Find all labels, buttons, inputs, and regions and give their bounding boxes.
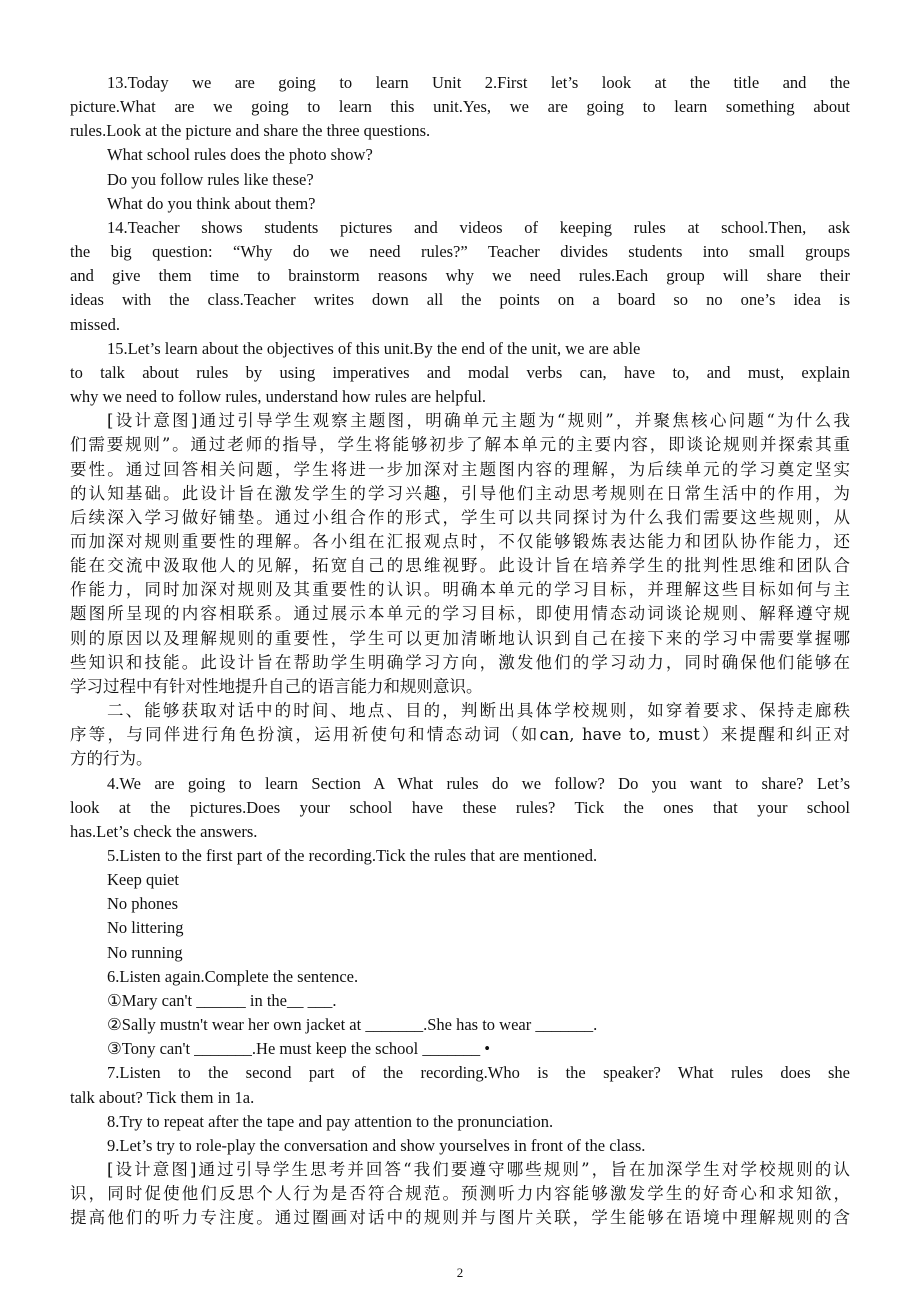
text-line: the big question: “Why do we need rules?” Teacher divides students into small groups (70, 242, 850, 262)
text-line: No littering (107, 918, 184, 938)
text-line: ideas with the class.Teacher writes down all the points on a board so no one’s idea is (70, 290, 850, 310)
text-line: rules.Look at the picture and share the three questions. (70, 121, 431, 141)
text-line: and give them time to brainstorm reasons why we need rules.Each group will share their (70, 266, 850, 286)
document-body (70, 0, 850, 1231)
text-line: 识，同时促使他们反思个人行为是否符合规范。预测听力内容能够激发学生的好奇心和求知欲， (70, 1184, 850, 1204)
text-line: ①Mary can't ______ in the__ ___. (107, 990, 337, 1010)
text-line: look at the pictures.Does your school have these rules? Tick the ones that your school (70, 797, 850, 817)
text-line: 7.Listen to the second part of the recording.Who is the speaker? What rules does she (107, 1063, 850, 1083)
text-line: 13.Today we are going to learn Unit 2.First let’s look at the title and the (107, 73, 850, 92)
text-line: 14.Teacher shows students pictures and videos of keeping rules at school.Then, ask (107, 217, 850, 237)
text-line: Keep quiet (107, 870, 179, 890)
text-line: 15.Let’s learn about the objectives of this unit.By the end of the unit, we are able (107, 338, 641, 358)
text-line: [设计意图]通过引导学生观察主题图，明确单元主题为“规则”，并聚焦核心问题“为什么我 (107, 411, 850, 431)
text-line: 们需要规则”。通过老师的指导，学生将能够初步了解本单元的主要内容，即谈论规则并探索其重 (70, 435, 850, 455)
text-line: 5.Listen to the first part of the recording.Tick the rules that are mentioned. (107, 846, 598, 865)
text-line: 6.Listen again.Complete the sentence. (107, 966, 359, 986)
text-line: 8.Try to repeat after the tape and pay attention to the pronunciation. (107, 1111, 554, 1131)
text-line: 9.Let’s try to role-play the conversation and show yourselves in front of the class. (107, 1135, 646, 1155)
text-line: 方的行为。 (70, 749, 153, 769)
text-line: 些知识和技能。此设计旨在帮助学生明确学习方向，激发他们的学习动力，同时确保他们能够在 (70, 652, 850, 672)
text-line: 则的原因以及理解规则的重要性，学生可以更加清晰地认识到自己在接下来的学习中需要掌握哪 (70, 628, 850, 648)
text-line: 提高他们的听力专注度。通过圈画对话中的规则并与图片关联，学生能够在语境中理解规则的含 (70, 1208, 850, 1228)
text-line: picture.What are we going to learn this unit.Yes, we are going to learn something about (70, 97, 850, 117)
text-line: 学习过程中有针对性地提升自己的语言能力和规则意识。 (70, 676, 483, 696)
text-line: No running (107, 942, 183, 962)
text-line: why we need to follow rules, understand how rules are helpful. (70, 387, 487, 407)
text-line: has.Let’s check the answers. (70, 821, 258, 841)
text-line: Do you follow rules like these? (107, 169, 314, 189)
text-line: 作能力，同时加深对规则及其重要性的认识。明确本单元的学习目标，并理解这些目标如何与主 (70, 580, 850, 600)
text-line: to talk about rules by using imperatives and modal verbs can, have to, and must, explain (70, 362, 850, 382)
text-line: [设计意图]通过引导学生思考并回答“我们要遵守哪些规则”，旨在加深学生对学校规则的认 (107, 1160, 850, 1180)
text-line: missed. (70, 314, 120, 334)
text-line: 要性。通过回答相关问题，学生将进一步加深对主题图内容的理解，为后续单元的学习奠定坚实 (70, 459, 850, 479)
text-line: No phones (107, 894, 179, 914)
text-line: 的认知基础。此设计旨在激发学生的学习兴趣，引导他们主动思考规则在日常生活中的作用，为 (70, 483, 850, 503)
text-line: talk about? Tick them in 1a. (70, 1087, 255, 1107)
text-line: 后续深入学习做好铺垫。通过小组合作的形式，学生可以共同探讨为什么我们需要这些规则，从 (70, 507, 850, 527)
text-line: ②Sally mustn't wear her own jacket at _______.She has to wear _______. (107, 1015, 598, 1035)
text-line: ③Tony can't _______.He must keep the school _______ • (107, 1039, 491, 1059)
text-line: What school rules does the photo show? (107, 145, 373, 165)
page-number: 2 (456, 1264, 464, 1280)
text-line: 能在交流中汲取他人的见解，拓宽自己的思维视野。此设计旨在培养学生的批判性思维和团队合 (70, 556, 850, 576)
text-line: 而加深对规则重要性的理解。各小组在汇报观点时，不仅能够锻炼表达能力和团队协作能力，还 (70, 531, 850, 551)
text-line: What do you think about them? (107, 193, 316, 213)
text-line: 二、能够获取对话中的时间、地点、目的，判断出具体学校规则，如穿着要求、保持走廊秩 (107, 701, 850, 721)
text-line: 序等，与同伴进行角色扮演，运用祈使句和情态动词（如can, have to, must）来提醒和纠正对 (70, 725, 850, 745)
text-line: 4.We are going to learn Section A What rules do we follow? Do you want to share? Let’s (107, 773, 850, 793)
text-line: 题图所呈现的内容相联系。通过展示本单元的学习目标，即使用情态动词谈论规则、解释遵守规 (70, 604, 850, 624)
